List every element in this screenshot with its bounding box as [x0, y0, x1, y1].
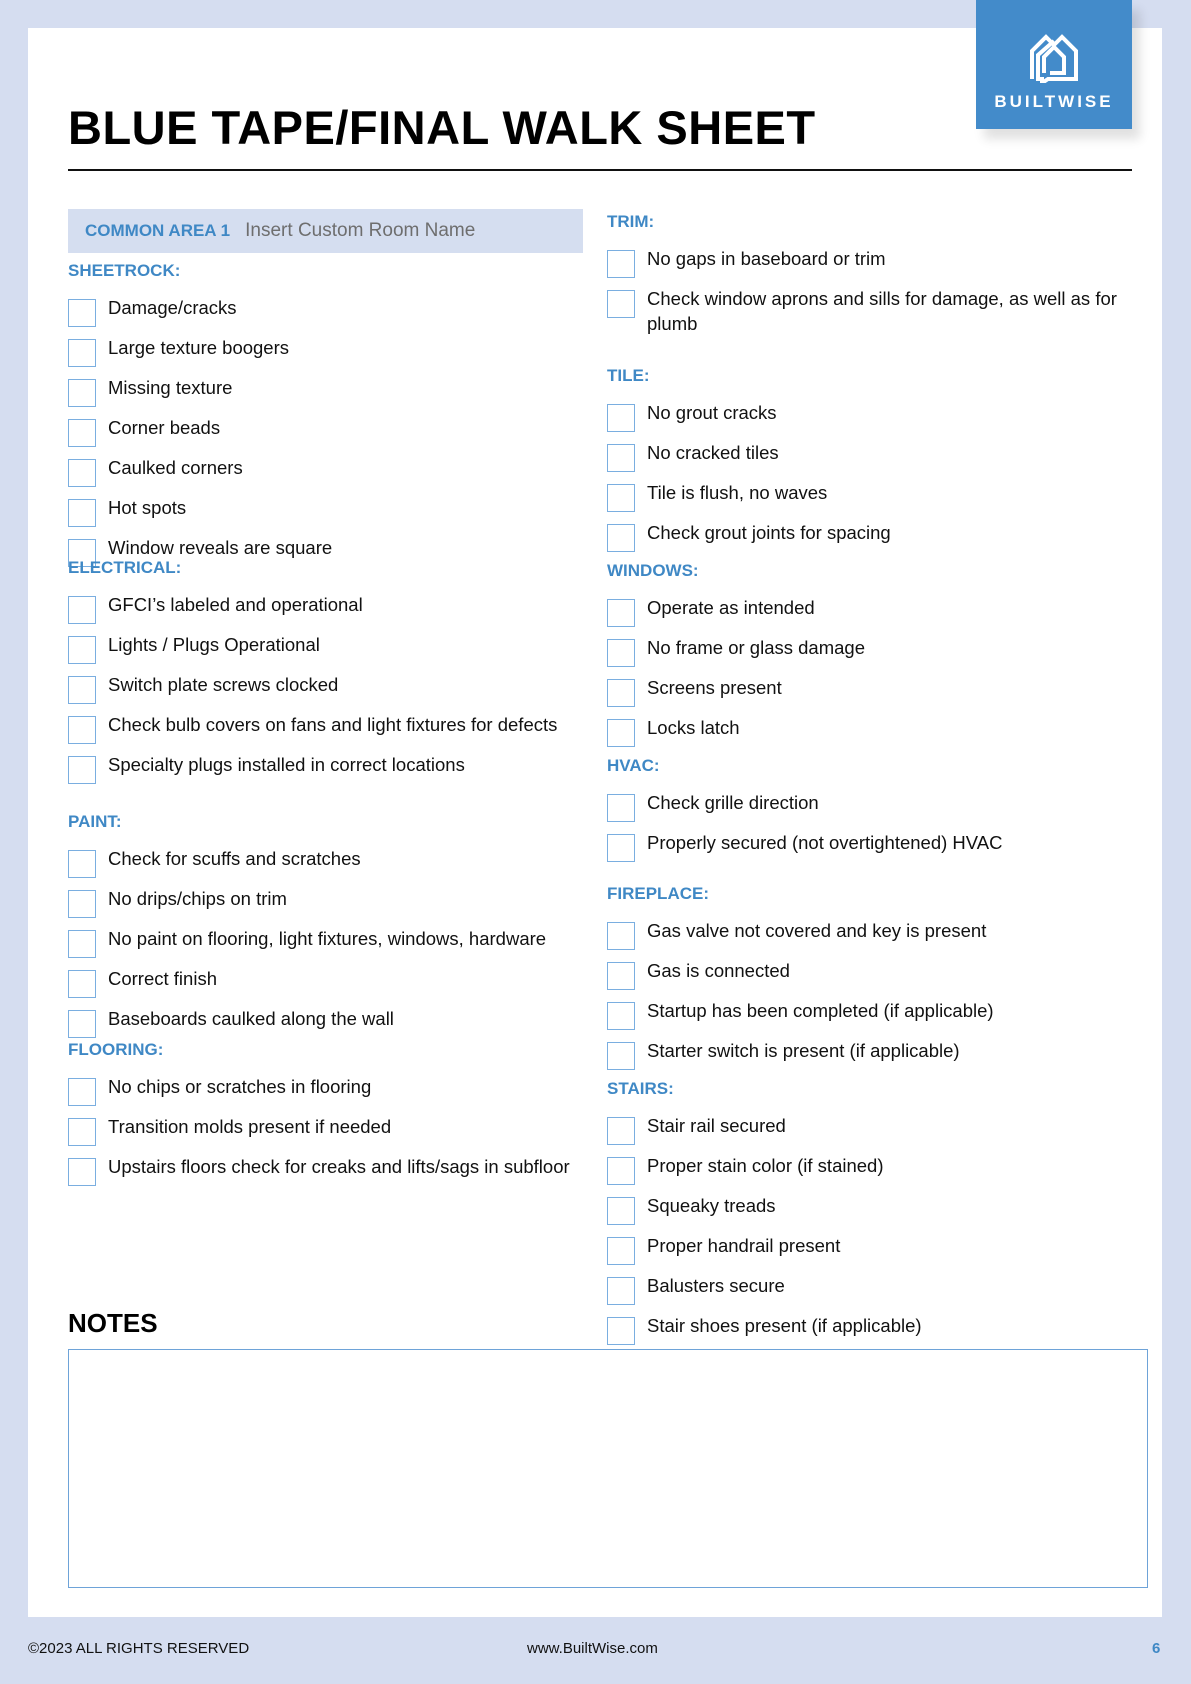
checklist-item[interactable]	[68, 1071, 588, 1111]
footer-url[interactable]: www.BuiltWise.com	[527, 1640, 658, 1657]
checklist-item[interactable]	[607, 1110, 1127, 1150]
checklist-item[interactable]	[68, 332, 588, 372]
checklist-item-label: No grout cracks	[647, 402, 777, 424]
checkbox[interactable]	[607, 1157, 635, 1185]
notes-textarea[interactable]	[68, 1349, 1148, 1588]
logo-brand-text: BUILTWISE	[994, 92, 1114, 111]
section-paint	[68, 812, 588, 1043]
checkbox[interactable]	[68, 850, 96, 878]
room-name-field[interactable]: Insert Custom Room Name	[245, 220, 476, 241]
checklist-item[interactable]	[607, 827, 1127, 867]
checklist-item-label: Large texture boogers	[108, 337, 290, 359]
checklist-item-label: Starter switch is present (if applicable)	[647, 1040, 960, 1062]
section-heading: SHEETROCK:	[68, 261, 181, 280]
checklist-item[interactable]	[68, 749, 588, 789]
checklist-item-label: Stair shoes present (if applicable)	[647, 1315, 922, 1337]
checklist-item[interactable]	[68, 669, 588, 709]
checklist-item[interactable]	[607, 1035, 1127, 1075]
checklist-item-label: Hot spots	[108, 497, 187, 519]
checklist-item[interactable]	[68, 1111, 588, 1151]
checkbox[interactable]	[607, 599, 635, 627]
checklist-item-label: Caulked corners	[108, 457, 243, 479]
checkbox[interactable]	[607, 1237, 635, 1265]
notes-heading: NOTES	[68, 1308, 158, 1338]
checklist-item[interactable]	[68, 843, 588, 883]
checkbox[interactable]	[607, 290, 635, 318]
checklist-item-label: No cracked tiles	[647, 442, 779, 464]
checklist-item-label: Screens present	[647, 677, 782, 699]
checkbox[interactable]	[607, 444, 635, 472]
checklist-item[interactable]	[607, 712, 1127, 752]
checkbox[interactable]	[607, 1042, 635, 1070]
checkbox[interactable]	[68, 1118, 96, 1146]
checklist-item[interactable]	[68, 292, 588, 332]
page-title: BLUE TAPE/FINAL WALK SHEET	[68, 101, 816, 154]
checklist-item-label: Gas is connected	[647, 960, 790, 982]
checklist-item-label: No frame or glass damage	[647, 637, 865, 659]
builtwise-logo	[976, 0, 1132, 129]
page-number: 6	[1152, 1640, 1161, 1657]
section-tile	[607, 366, 1127, 557]
checkbox[interactable]	[607, 1002, 635, 1030]
checklist-item-label: Proper handrail present	[647, 1235, 841, 1257]
checklist-item-label: Window reveals are square	[108, 537, 333, 559]
checklist-item-label: Startup has been completed (if applicable)	[647, 1000, 994, 1022]
checkbox[interactable]	[607, 250, 635, 278]
checklist-item-label: Tile is flush, no waves	[647, 482, 828, 504]
checklist-item-label: Operate as intended	[647, 597, 815, 619]
checklist-item-label: Check grout joints for spacing	[647, 522, 891, 544]
checklist-item-label: Missing texture	[108, 377, 233, 399]
checkbox[interactable]	[68, 299, 96, 327]
checkbox[interactable]	[68, 930, 96, 958]
checklist-item-label: Damage/cracks	[108, 297, 237, 319]
checklist-item[interactable]	[607, 1230, 1127, 1270]
checklist-item[interactable]	[607, 672, 1127, 712]
checklist-item[interactable]	[607, 517, 1127, 557]
checklist-item[interactable]	[68, 629, 588, 669]
checklist-item[interactable]	[607, 787, 1127, 827]
house-chat-icon	[1028, 33, 1080, 83]
checkbox[interactable]	[607, 524, 635, 552]
area-label: COMMON AREA 1	[85, 221, 231, 240]
checklist-item-label: GFCI’s labeled and operational	[108, 594, 363, 616]
checklist-item[interactable]	[607, 1150, 1127, 1190]
checklist-item-label: Check grille direction	[647, 792, 819, 814]
section-stairs	[607, 1079, 1127, 1350]
checklist-item[interactable]	[607, 477, 1127, 517]
checklist-item-label: Switch plate screws clocked	[108, 674, 339, 696]
checklist-item-label: No paint on flooring, light fixtures, windows, hardware	[108, 928, 547, 950]
section-heading: HVAC:	[607, 756, 660, 775]
checkbox[interactable]	[607, 719, 635, 747]
checklist-item[interactable]	[68, 963, 588, 1003]
checklist-item[interactable]	[68, 923, 588, 963]
footer-copyright: ©2023 ALL RIGHTS RESERVED	[28, 1640, 250, 1657]
section-sheetrock	[68, 261, 588, 572]
checkbox[interactable]	[68, 419, 96, 447]
checklist-item-label: Lights / Plugs Operational	[108, 634, 320, 656]
checklist-item[interactable]	[68, 709, 588, 749]
section-windows	[607, 561, 1127, 752]
checklist-item-label: Locks latch	[647, 717, 740, 739]
checkbox[interactable]	[68, 676, 96, 704]
section-heading: PAINT:	[68, 812, 122, 831]
checkbox[interactable]	[607, 834, 635, 862]
checklist-item[interactable]	[607, 632, 1127, 672]
checklist-item[interactable]	[607, 955, 1127, 995]
title-divider	[68, 169, 1132, 171]
checkbox[interactable]	[607, 679, 635, 707]
checklist-item-label: Check window aprons and sills for damage, as well as for plumb	[647, 288, 1117, 334]
checklist-item-label: No chips or scratches in flooring	[108, 1076, 372, 1098]
checkbox[interactable]	[68, 596, 96, 624]
section-hvac	[607, 756, 1127, 867]
checklist-item[interactable]	[68, 1003, 588, 1043]
checklist-item[interactable]	[68, 883, 588, 923]
checklist-item-label: Balusters secure	[647, 1275, 785, 1297]
checklist-item-label: Correct finish	[108, 968, 217, 990]
checklist-item-label: Upstairs floors check for creaks and lifts/sags in subfloor	[108, 1156, 570, 1178]
checklist-item-label: Transition molds present if needed	[108, 1116, 392, 1138]
checklist-item-label: Proper stain color (if stained)	[647, 1155, 884, 1177]
checklist-item[interactable]	[607, 243, 1127, 283]
checkbox[interactable]	[607, 1117, 635, 1145]
checkbox[interactable]	[607, 1277, 635, 1305]
checklist-item-label: No gaps in baseboard or trim	[647, 248, 886, 270]
checklist-item[interactable]	[607, 283, 1127, 341]
section-heading: TILE:	[607, 366, 650, 385]
section-heading: FIREPLACE:	[607, 884, 709, 903]
checkbox[interactable]	[607, 794, 635, 822]
checklist-item-label: No drips/chips on trim	[108, 888, 287, 910]
checklist-item-label: Squeaky treads	[647, 1195, 776, 1217]
checklist-item[interactable]	[607, 437, 1127, 477]
checkbox[interactable]	[607, 922, 635, 950]
checklist-item[interactable]	[68, 372, 588, 412]
checkbox[interactable]	[68, 1158, 96, 1186]
room-banner	[68, 209, 583, 253]
checkbox[interactable]	[68, 379, 96, 407]
checklist-item[interactable]	[68, 412, 588, 452]
section-fireplace	[607, 884, 1127, 1075]
checkbox[interactable]	[68, 970, 96, 998]
checklist-item[interactable]	[607, 1270, 1127, 1310]
section-electrical	[68, 558, 588, 789]
checklist-item-label: Baseboards caulked along the wall	[108, 1008, 394, 1030]
section-heading: WINDOWS:	[607, 561, 699, 580]
checklist-item[interactable]	[607, 397, 1127, 437]
section-flooring	[68, 1040, 588, 1191]
checklist-item[interactable]	[68, 492, 588, 532]
checklist-item[interactable]	[607, 995, 1127, 1035]
checklist-item-label: Corner beads	[108, 417, 221, 439]
checkbox[interactable]	[607, 962, 635, 990]
checklist-item[interactable]	[607, 1310, 1127, 1350]
checklist-item[interactable]	[68, 1151, 588, 1191]
checkbox[interactable]	[68, 339, 96, 367]
checklist-item[interactable]	[68, 452, 588, 492]
section-heading: STAIRS:	[607, 1079, 674, 1098]
checklist-item-label: Gas valve not covered and key is present	[647, 920, 987, 942]
checkbox[interactable]	[68, 890, 96, 918]
checkbox[interactable]	[607, 404, 635, 432]
checklist-item-label: Check for scuffs and scratches	[108, 848, 361, 870]
section-heading: ELECTRICAL:	[68, 558, 182, 577]
checkbox[interactable]	[68, 716, 96, 744]
section-heading: FLOORING:	[68, 1040, 164, 1059]
checklist-item-label: Properly secured (not overtightened) HVAC	[647, 832, 1003, 854]
checklist-item-label: Check bulb covers on fans and light fixtures for defects	[108, 714, 558, 736]
checkbox[interactable]	[68, 499, 96, 527]
checkbox[interactable]	[68, 1010, 96, 1038]
checklist-item[interactable]	[607, 915, 1127, 955]
checkbox[interactable]	[607, 484, 635, 512]
checklist-item[interactable]	[607, 1190, 1127, 1230]
checkbox[interactable]	[68, 636, 96, 664]
checkbox[interactable]	[68, 1078, 96, 1106]
checklist-item-label: Stair rail secured	[647, 1115, 786, 1137]
section-trim	[607, 212, 1127, 341]
checkbox[interactable]	[68, 459, 96, 487]
checkbox[interactable]	[607, 639, 635, 667]
checklist-item[interactable]	[607, 592, 1127, 632]
checkbox[interactable]	[607, 1317, 635, 1345]
checkbox[interactable]	[68, 756, 96, 784]
checklist-item[interactable]	[68, 589, 588, 629]
checkbox[interactable]	[607, 1197, 635, 1225]
checklist-item-label: Specialty plugs installed in correct locations	[108, 754, 465, 776]
section-heading: TRIM:	[607, 212, 655, 231]
